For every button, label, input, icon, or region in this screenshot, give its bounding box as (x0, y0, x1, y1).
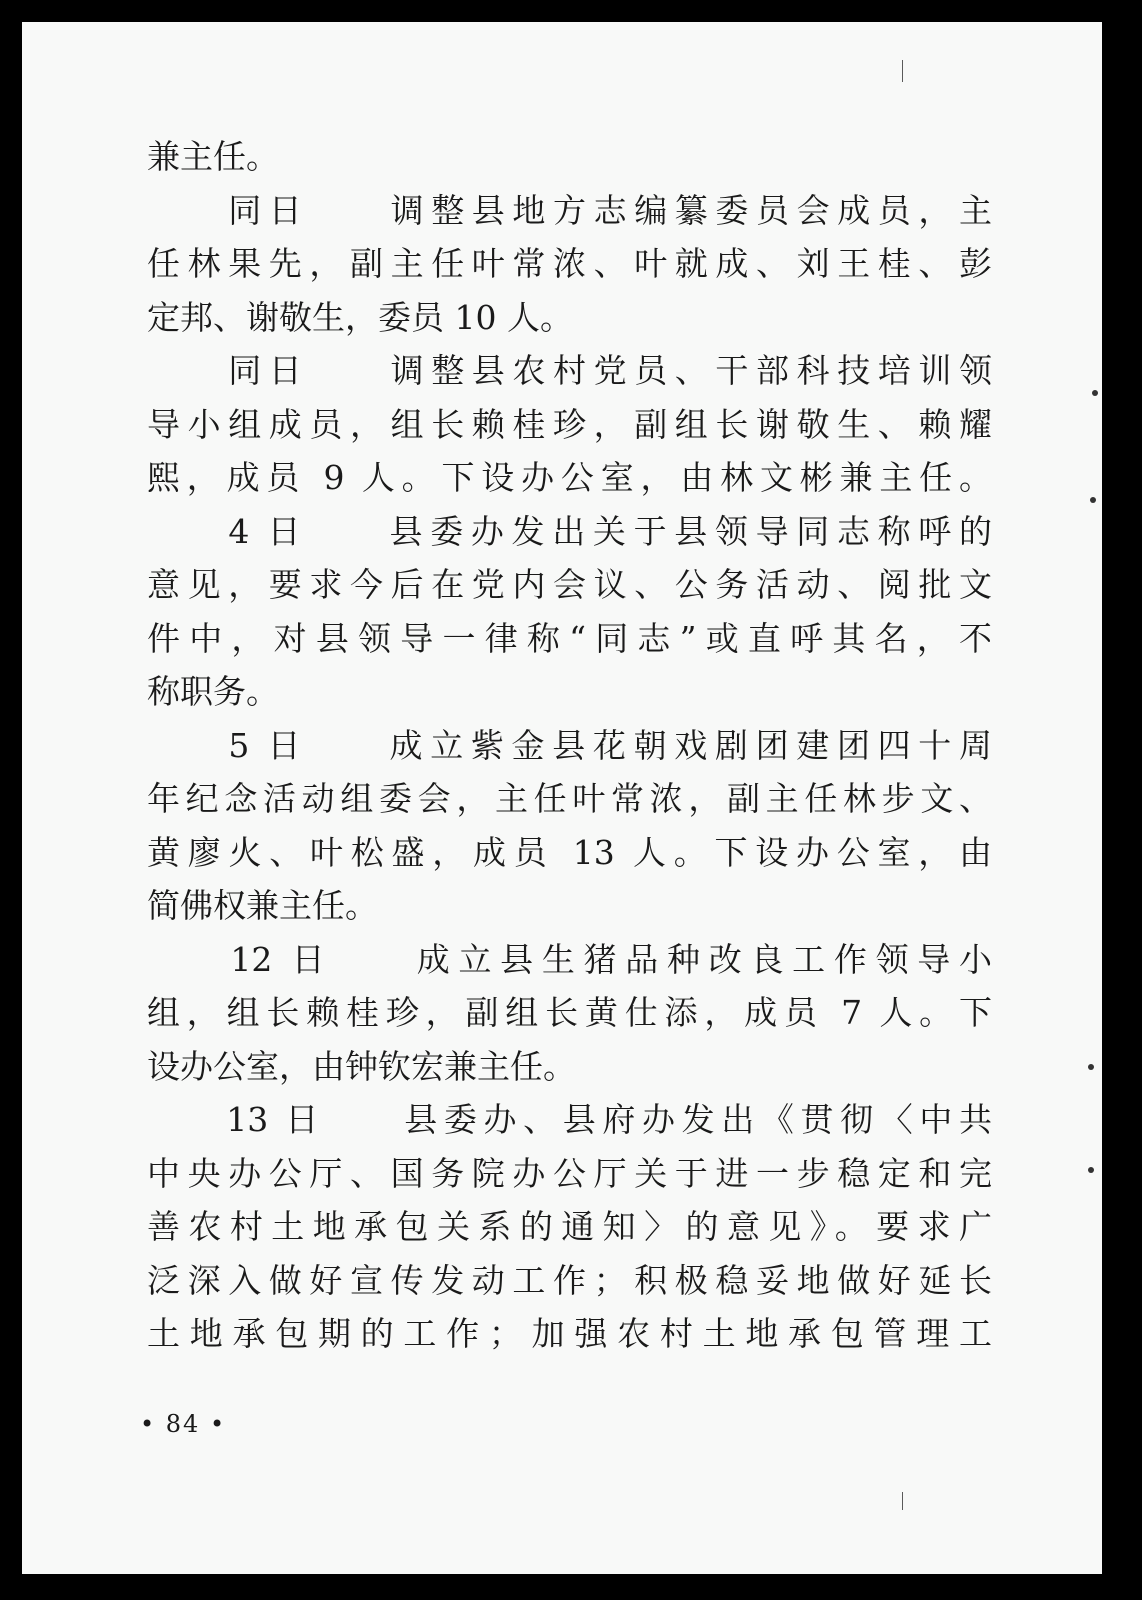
scan-mark (902, 1492, 903, 1510)
text-line: 4 日 县委办发出关于县领导同志称呼的 (147, 511, 992, 551)
text-line: 土地承包期的工作；加强农村土地承包管理工 (147, 1314, 992, 1353)
document-page (22, 22, 1102, 1574)
page-number: • 84 • (140, 1410, 227, 1438)
text-line: 中央办公厅、国务院办公厅关于进一步稳定和完 (147, 1153, 992, 1193)
text-line: 年纪念活动组委会，主任叶常浓，副主任林步文、 (147, 779, 992, 818)
text-line: 兼主任。 (147, 137, 279, 176)
text-line: 任林果先，副主任叶常浓、叶就成、刘王桂、彭 (147, 244, 992, 283)
text-line: 称职务。 (147, 672, 279, 711)
text-line: 同日 调整县地方志编纂委员会成员，主 (147, 190, 992, 230)
text-line: 泛深入做好宣传发动工作；积极稳妥地做好延长 (147, 1260, 992, 1300)
body-text (147, 130, 992, 1361)
binding-hole-mark (1092, 390, 1098, 396)
scan-mark (902, 60, 903, 82)
binding-hole-mark (1088, 1064, 1094, 1070)
text-line: 导小组成员，组长赖桂珍，副组长谢敬生、赖耀 (147, 404, 992, 444)
text-line: 设办公室，由钟钦宏兼主任。 (147, 1046, 576, 1086)
text-line: 简佛权兼主任。 (147, 886, 378, 925)
text-line: 13 日 县委办、县府办发出《贯彻〈中共 (147, 1100, 992, 1139)
text-line: 件中，对县领导一律称“同志”或直呼其名，不 (147, 618, 992, 658)
binding-hole-mark (1090, 497, 1096, 503)
text-line: 12 日 成立县生猪品种改良工作领导小 (147, 939, 992, 979)
text-line: 定邦、谢敬生，委员 10 人。 (147, 297, 573, 337)
text-line: 意见，要求今后在党内会议、公务活动、阅批文 (147, 565, 992, 604)
text-line: 组，组长赖桂珍，副组长黄仕添，成员 7 人。下 (147, 993, 992, 1032)
text-line: 同日 调整县农村党员、干部科技培训领 (147, 351, 992, 390)
text-line: 5 日 成立紫金县花朝戏剧团建团四十周 (147, 725, 992, 765)
text-line: 熙，成员 9 人。下设办公室，由林文彬兼主任。 (147, 458, 992, 497)
text-line: 善农村土地承包关系的通知〉的意见》。要求广 (147, 1207, 992, 1246)
binding-hole-mark (1088, 1167, 1094, 1173)
text-line: 黄廖火、叶松盛，成员 13 人。下设办公室，由 (147, 832, 992, 872)
